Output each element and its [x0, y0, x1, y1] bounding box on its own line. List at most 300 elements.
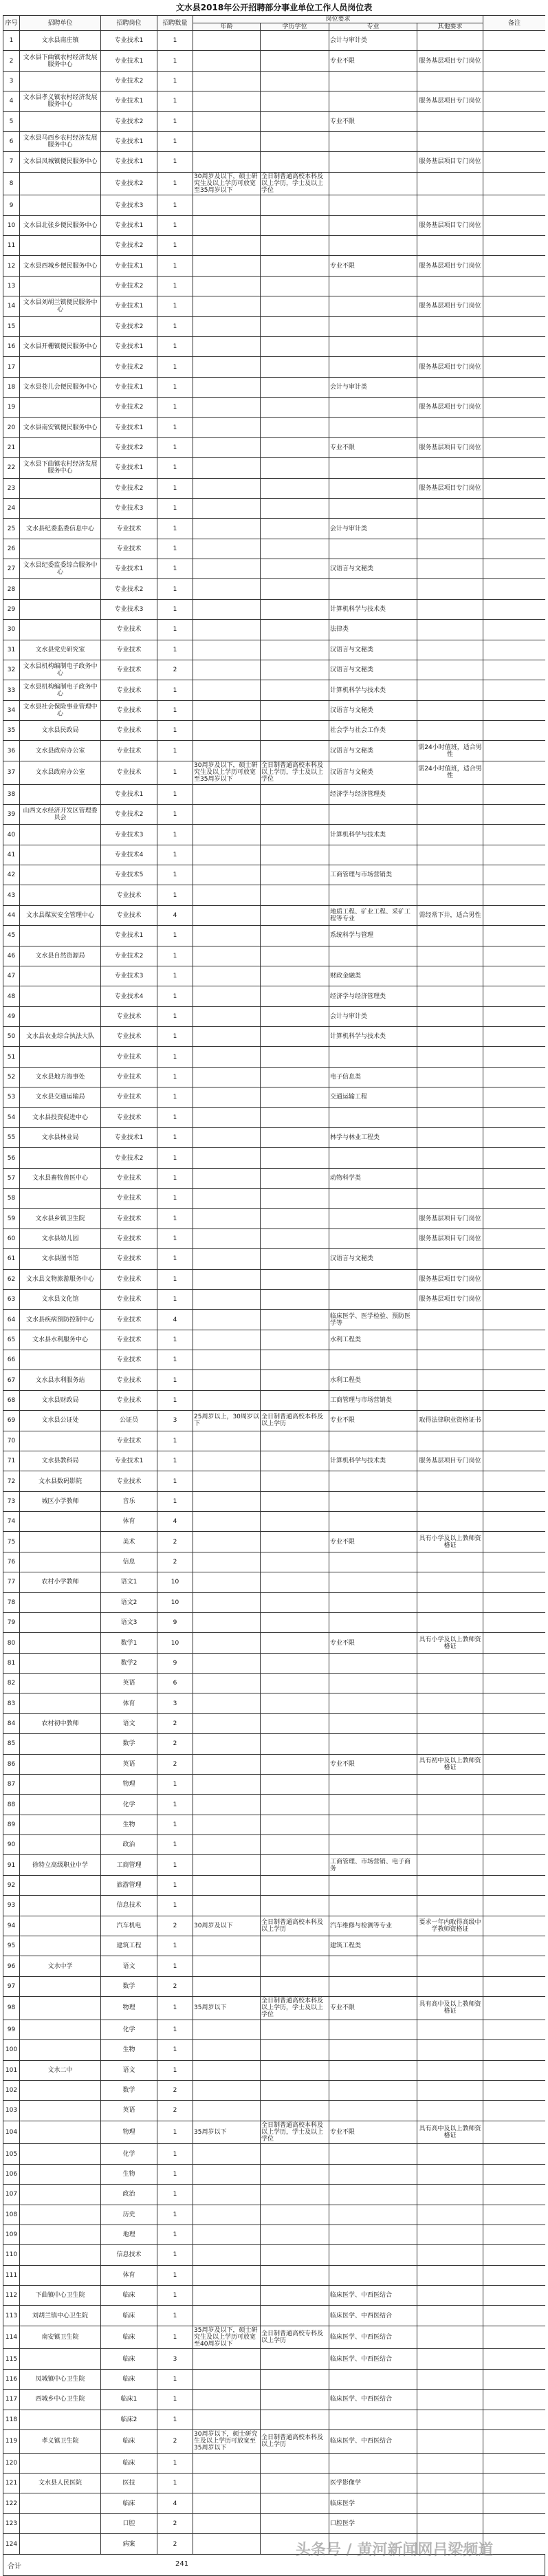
- cell-other: [417, 1795, 483, 1815]
- cell-note: [483, 1896, 545, 1916]
- cell-other: [417, 1774, 483, 1794]
- cell-unit: [20, 1936, 101, 1956]
- cell-post: 专业技术4: [101, 986, 157, 1006]
- cell-education: [261, 215, 329, 235]
- cell-seq: 106: [3, 2164, 20, 2184]
- cell-note: [483, 865, 545, 885]
- cell-education: 全日制普通高校专科及以上学历: [261, 2326, 329, 2349]
- cell-other: [417, 1956, 483, 1976]
- cell-other: 服务基层项目专门岗位: [417, 398, 483, 418]
- cell-age: [193, 1168, 261, 1188]
- cell-seq: 66: [3, 1350, 20, 1370]
- cell-seq: 50: [3, 1027, 20, 1047]
- cell-post: 信息技术: [101, 2245, 157, 2265]
- cell-education: [261, 1815, 329, 1834]
- table-row: [3, 296, 546, 316]
- cell-count: 1: [157, 1229, 193, 1248]
- cell-seq: 53: [3, 1087, 20, 1107]
- cell-unit: [20, 1532, 101, 1552]
- cell-post: 专业技术: [101, 1087, 157, 1107]
- cell-education: [261, 2410, 329, 2429]
- cell-unit: [20, 539, 101, 559]
- cell-note: [483, 1148, 545, 1168]
- cell-note: [483, 559, 545, 579]
- cell-seq: 65: [3, 1330, 20, 1350]
- cell-age: [193, 1209, 261, 1229]
- cell-post: 旅游管理: [101, 1875, 157, 1895]
- cell-age: [193, 1451, 261, 1471]
- cell-education: [261, 620, 329, 640]
- table-row: [3, 1107, 546, 1127]
- cell-post: 专业技术1: [101, 296, 157, 316]
- cell-education: [261, 296, 329, 316]
- cell-post: 专业技术1: [101, 152, 157, 172]
- cell-age: [193, 721, 261, 741]
- cell-education: [261, 741, 329, 761]
- cell-age: [193, 111, 261, 131]
- cell-age: [193, 1936, 261, 1956]
- cell-education: [261, 1713, 329, 1733]
- cell-other: [417, 336, 483, 356]
- cell-post: 专业技术: [101, 1370, 157, 1390]
- cell-count: 2: [157, 1552, 193, 1572]
- cell-seq: 103: [3, 2101, 20, 2121]
- cell-count: 2: [157, 660, 193, 680]
- cell-unit: 文水县社会保险事业管理中心: [20, 700, 101, 720]
- table-row: [3, 2060, 546, 2080]
- cell-count: 1: [157, 1875, 193, 1895]
- cell-major: [329, 804, 417, 824]
- table-row: [3, 2101, 546, 2121]
- cell-note: [483, 680, 545, 700]
- table-row: [3, 804, 546, 824]
- cell-unit: 文水二中: [20, 2060, 101, 2080]
- table-row: [3, 519, 546, 539]
- cell-note: [483, 1855, 545, 1875]
- cell-count: 1: [157, 1471, 193, 1491]
- cell-note: [483, 905, 545, 925]
- cell-age: [193, 1148, 261, 1168]
- cell-age: [193, 2534, 261, 2555]
- table-row: [3, 559, 546, 579]
- cell-note: [483, 152, 545, 172]
- cell-count: 1: [157, 885, 193, 905]
- cell-post: 专业技术: [101, 1431, 157, 1451]
- cell-post: 专业技术3: [101, 195, 157, 215]
- cell-seq: 89: [3, 1815, 20, 1834]
- cell-note: [483, 2453, 545, 2473]
- cell-major: [329, 1653, 417, 1673]
- cell-count: 1: [157, 377, 193, 397]
- cell-other: [417, 1148, 483, 1168]
- cell-education: [261, 1269, 329, 1289]
- cell-seq: 76: [3, 1552, 20, 1572]
- cell-major: 临床医学、中西医结合: [329, 2326, 417, 2349]
- cell-seq: 111: [3, 2265, 20, 2285]
- table-row: [3, 1189, 546, 1209]
- cell-education: [261, 195, 329, 215]
- cell-note: [483, 215, 545, 235]
- cell-other: [417, 700, 483, 720]
- cell-unit: [20, 1552, 101, 1572]
- cell-age: [193, 1754, 261, 1774]
- cell-other: [417, 1087, 483, 1107]
- cell-post: 专业技术2: [101, 236, 157, 256]
- cell-major: 专业不限: [329, 1532, 417, 1552]
- cell-post: 专业技术2: [101, 276, 157, 296]
- cell-age: [193, 926, 261, 946]
- cell-education: [261, 1512, 329, 1532]
- table-row: [3, 1006, 546, 1026]
- cell-note: [483, 1491, 545, 1511]
- cell-age: 30周岁及以下，硕士研究生及以上学历可放宽至35周岁以下: [193, 761, 261, 784]
- cell-age: [193, 1047, 261, 1067]
- cell-major: [329, 2080, 417, 2100]
- table-row: [3, 2080, 546, 2100]
- cell-seq: 67: [3, 1370, 20, 1390]
- cell-seq: 64: [3, 1310, 20, 1330]
- cell-count: 1: [157, 2390, 193, 2410]
- cell-major: [329, 1552, 417, 1572]
- cell-seq: 35: [3, 721, 20, 741]
- cell-unit: 孝义镇卫生院: [20, 2429, 101, 2453]
- cell-age: [193, 1269, 261, 1289]
- table-row: [3, 1370, 546, 1390]
- cell-age: [193, 1087, 261, 1107]
- cell-count: 1: [157, 1815, 193, 1834]
- cell-age: [193, 1027, 261, 1047]
- cell-post: 专业技术1: [101, 256, 157, 276]
- table-row: [3, 1612, 546, 1632]
- cell-post: 临床: [101, 2349, 157, 2369]
- cell-unit: [20, 2020, 101, 2039]
- cell-education: [261, 418, 329, 437]
- cell-major: [329, 946, 417, 966]
- cell-seq: 113: [3, 2306, 20, 2326]
- cell-other: [417, 1491, 483, 1511]
- cell-note: [483, 71, 545, 91]
- cell-note: [483, 1774, 545, 1794]
- cell-major: 工商管理与市场营销类: [329, 865, 417, 885]
- cell-other: 服务基层项目专门岗位: [417, 91, 483, 111]
- cell-major: [329, 1693, 417, 1713]
- header-requirements: 岗位要求: [193, 16, 483, 23]
- cell-other: 具有初中及以上教师资格证: [417, 1754, 483, 1774]
- cell-other: [417, 2286, 483, 2306]
- table-row: [3, 966, 546, 986]
- cell-post: 物理: [101, 1997, 157, 2020]
- cell-count: 1: [157, 804, 193, 824]
- cell-note: [483, 926, 545, 946]
- cell-age: [193, 1693, 261, 1713]
- cell-seq: 23: [3, 478, 20, 498]
- table-row: [3, 276, 546, 296]
- cell-note: [483, 1047, 545, 1067]
- cell-post: 政治: [101, 1835, 157, 1855]
- cell-age: [193, 905, 261, 925]
- cell-unit: [20, 2513, 101, 2533]
- cell-count: 1: [157, 131, 193, 151]
- cell-seq: 47: [3, 966, 20, 986]
- cell-age: [193, 700, 261, 720]
- cell-note: [483, 1572, 545, 1592]
- cell-other: [417, 620, 483, 640]
- cell-count: 1: [157, 437, 193, 457]
- cell-seq: 36: [3, 741, 20, 761]
- cell-post: 专业技术: [101, 1107, 157, 1127]
- cell-other: [417, 1067, 483, 1087]
- total-label: 合计: [8, 2563, 21, 2570]
- cell-major: [329, 478, 417, 498]
- cell-age: 35周岁以下: [193, 2121, 261, 2144]
- cell-seq: 96: [3, 1956, 20, 1976]
- cell-other: [417, 946, 483, 966]
- cell-count: 1: [157, 2185, 193, 2205]
- cell-age: [193, 2390, 261, 2410]
- cell-unit: 文水县文化馆: [20, 1289, 101, 1309]
- cell-major: [329, 2205, 417, 2225]
- cell-unit: [20, 1693, 101, 1713]
- cell-unit: 文水中学: [20, 1956, 101, 1976]
- cell-education: [261, 1754, 329, 1774]
- cell-unit: [20, 1674, 101, 1693]
- cell-count: 1: [157, 519, 193, 539]
- cell-major: 经济学与经济管理类: [329, 784, 417, 804]
- cell-post: 专业技术2: [101, 946, 157, 966]
- cell-seq: 90: [3, 1835, 20, 1855]
- cell-seq: 21: [3, 437, 20, 457]
- cell-unit: 文水县苍儿会便民服务中心: [20, 377, 101, 397]
- cell-count: 1: [157, 2453, 193, 2473]
- cell-age: [193, 519, 261, 539]
- cell-count: 2: [157, 2101, 193, 2121]
- cell-major: 临床医学、中西医结合: [329, 2390, 417, 2410]
- cell-age: [193, 296, 261, 316]
- cell-seq: 13: [3, 276, 20, 296]
- cell-age: 30周岁以下，硕士研究生及以上学历可放宽至35周岁以下: [193, 2429, 261, 2453]
- cell-education: [261, 1107, 329, 1127]
- cell-unit: 文水县机构编制电子政务中心: [20, 660, 101, 680]
- cell-seq: 62: [3, 1269, 20, 1289]
- cell-unit: [20, 2265, 101, 2285]
- cell-seq: 30: [3, 620, 20, 640]
- cell-other: [417, 2164, 483, 2184]
- cell-age: [193, 2474, 261, 2493]
- table-row: [3, 1047, 546, 1067]
- table-row: [3, 660, 546, 680]
- cell-note: [483, 1451, 545, 1471]
- cell-post: 专业技术: [101, 721, 157, 741]
- cell-unit: 文水县下曲镇农村经济发展服务中心: [20, 458, 101, 478]
- cell-unit: [20, 1512, 101, 1532]
- cell-age: [193, 966, 261, 986]
- cell-other: 服务基层项目专门岗位: [417, 256, 483, 276]
- cell-post: 专业技术3: [101, 498, 157, 518]
- cell-unit: 文水县南安镇便民服务中心: [20, 418, 101, 437]
- cell-education: [261, 825, 329, 845]
- cell-major: [329, 418, 417, 437]
- cell-unit: [20, 1815, 101, 1834]
- table-row: [3, 885, 546, 905]
- cell-seq: 107: [3, 2185, 20, 2205]
- cell-education: [261, 1572, 329, 1592]
- cell-education: [261, 1431, 329, 1451]
- cell-count: 1: [157, 418, 193, 437]
- cell-other: [417, 2474, 483, 2493]
- cell-seq: 98: [3, 1997, 20, 2020]
- cell-education: [261, 2349, 329, 2369]
- cell-count: 2: [157, 1976, 193, 1996]
- cell-other: [417, 966, 483, 986]
- cell-seq: 61: [3, 1249, 20, 1269]
- cell-major: [329, 1209, 417, 1229]
- cell-post: 美术: [101, 1532, 157, 1552]
- cell-age: [193, 2453, 261, 2473]
- cell-unit: 文水县地方海事处: [20, 1067, 101, 1087]
- cell-other: [417, 1512, 483, 1532]
- cell-note: [483, 2020, 545, 2039]
- cell-unit: [20, 825, 101, 845]
- cell-count: 2: [157, 2429, 193, 2453]
- cell-major: [329, 1713, 417, 1733]
- cell-age: [193, 1471, 261, 1491]
- cell-note: [483, 784, 545, 804]
- cell-count: 1: [157, 1107, 193, 1127]
- cell-post: 专业技术: [101, 1027, 157, 1047]
- cell-education: [261, 2493, 329, 2513]
- cell-age: [193, 946, 261, 966]
- cell-note: [483, 1653, 545, 1673]
- cell-age: [193, 2306, 261, 2326]
- cell-count: 1: [157, 1168, 193, 1188]
- cell-count: 1: [157, 2369, 193, 2389]
- cell-note: [483, 1795, 545, 1815]
- table-row: [3, 1815, 546, 1834]
- cell-unit: [20, 1916, 101, 1936]
- cell-major: [329, 336, 417, 356]
- cell-education: [261, 2164, 329, 2184]
- cell-age: [193, 336, 261, 356]
- cell-post: 专业技术2: [101, 357, 157, 377]
- cell-note: [483, 276, 545, 296]
- cell-post: 专业技术: [101, 680, 157, 700]
- cell-note: [483, 2306, 545, 2326]
- cell-other: [417, 2205, 483, 2225]
- cell-other: 服务基层项目专门岗位: [417, 1229, 483, 1248]
- cell-count: 1: [157, 1249, 193, 1269]
- cell-unit: [20, 1976, 101, 1996]
- cell-note: [483, 398, 545, 418]
- cell-education: [261, 51, 329, 71]
- cell-major: [329, 398, 417, 418]
- cell-seq: 15: [3, 316, 20, 336]
- cell-age: [193, 2144, 261, 2164]
- cell-seq: 55: [3, 1127, 20, 1147]
- cell-seq: 110: [3, 2245, 20, 2265]
- cell-other: [417, 579, 483, 599]
- cell-seq: 72: [3, 1471, 20, 1491]
- cell-other: [417, 1189, 483, 1209]
- cell-major: [329, 2060, 417, 2080]
- table-row: [3, 1713, 546, 1733]
- cell-seq: 83: [3, 1693, 20, 1713]
- cell-other: [417, 1107, 483, 1127]
- cell-major: 专业不限: [329, 1997, 417, 2020]
- cell-education: [261, 31, 329, 51]
- cell-count: 1: [157, 559, 193, 579]
- cell-other: 具有小学及以上教师资格证: [417, 1633, 483, 1653]
- cell-seq: 102: [3, 2080, 20, 2100]
- cell-post: 专业技术: [101, 1310, 157, 1330]
- cell-unit: [20, 2493, 101, 2513]
- cell-note: [483, 640, 545, 660]
- cell-count: 1: [157, 2474, 193, 2493]
- cell-education: [261, 2101, 329, 2121]
- cell-seq: 37: [3, 761, 20, 784]
- cell-seq: 119: [3, 2429, 20, 2453]
- cell-education: [261, 1451, 329, 1471]
- table-row: [3, 741, 546, 761]
- table-row: [3, 111, 546, 131]
- cell-count: 1: [157, 2306, 193, 2326]
- table-row: [3, 2121, 546, 2144]
- cell-count: 1: [157, 152, 193, 172]
- cell-note: [483, 2410, 545, 2429]
- table-row: [3, 721, 546, 741]
- cell-note: [483, 2144, 545, 2164]
- cell-count: 4: [157, 2493, 193, 2513]
- cell-count: 1: [157, 1390, 193, 1410]
- cell-major: [329, 1734, 417, 1754]
- cell-post: 临床: [101, 2493, 157, 2513]
- cell-unit: [20, 2225, 101, 2244]
- cell-other: [417, 1653, 483, 1673]
- cell-education: [261, 1390, 329, 1410]
- cell-count: 1: [157, 2144, 193, 2164]
- cell-post: 专业技术: [101, 1249, 157, 1269]
- table-row: [3, 418, 546, 437]
- cell-other: 要求一年内取得高级中学教师资格证: [417, 1916, 483, 1936]
- cell-seq: 116: [3, 2369, 20, 2389]
- cell-major: [329, 1350, 417, 1370]
- table-row: [3, 579, 546, 599]
- cell-post: 英语: [101, 2101, 157, 2121]
- cell-education: [261, 1552, 329, 1572]
- cell-seq: 92: [3, 1875, 20, 1895]
- cell-unit: [20, 1006, 101, 1026]
- cell-note: [483, 2390, 545, 2410]
- cell-other: 服务基层项目专门岗位: [417, 437, 483, 457]
- cell-post: 专业技术: [101, 1390, 157, 1410]
- cell-major: 工商管理、市场营销、电子商务: [329, 1855, 417, 1875]
- cell-major: [329, 1431, 417, 1451]
- cell-education: [261, 784, 329, 804]
- cell-unit: [20, 1653, 101, 1673]
- cell-age: [193, 2286, 261, 2306]
- cell-other: [417, 539, 483, 559]
- header-note: 备注: [483, 16, 545, 31]
- cell-other: 需24小时值班，适合男性: [417, 741, 483, 761]
- cell-unit: 文水县图书馆: [20, 1249, 101, 1269]
- cell-count: 1: [157, 2326, 193, 2349]
- cell-age: 35周岁及以下，硕士研究生及以上学历可放宽至40周岁以下: [193, 2326, 261, 2349]
- cell-other: [417, 865, 483, 885]
- cell-post: 英语: [101, 1674, 157, 1693]
- cell-age: 30周岁及以下: [193, 1916, 261, 1936]
- cell-other: 具有高中及以上教师资格证: [417, 2121, 483, 2144]
- cell-count: 1: [157, 215, 193, 235]
- cell-note: [483, 1936, 545, 1956]
